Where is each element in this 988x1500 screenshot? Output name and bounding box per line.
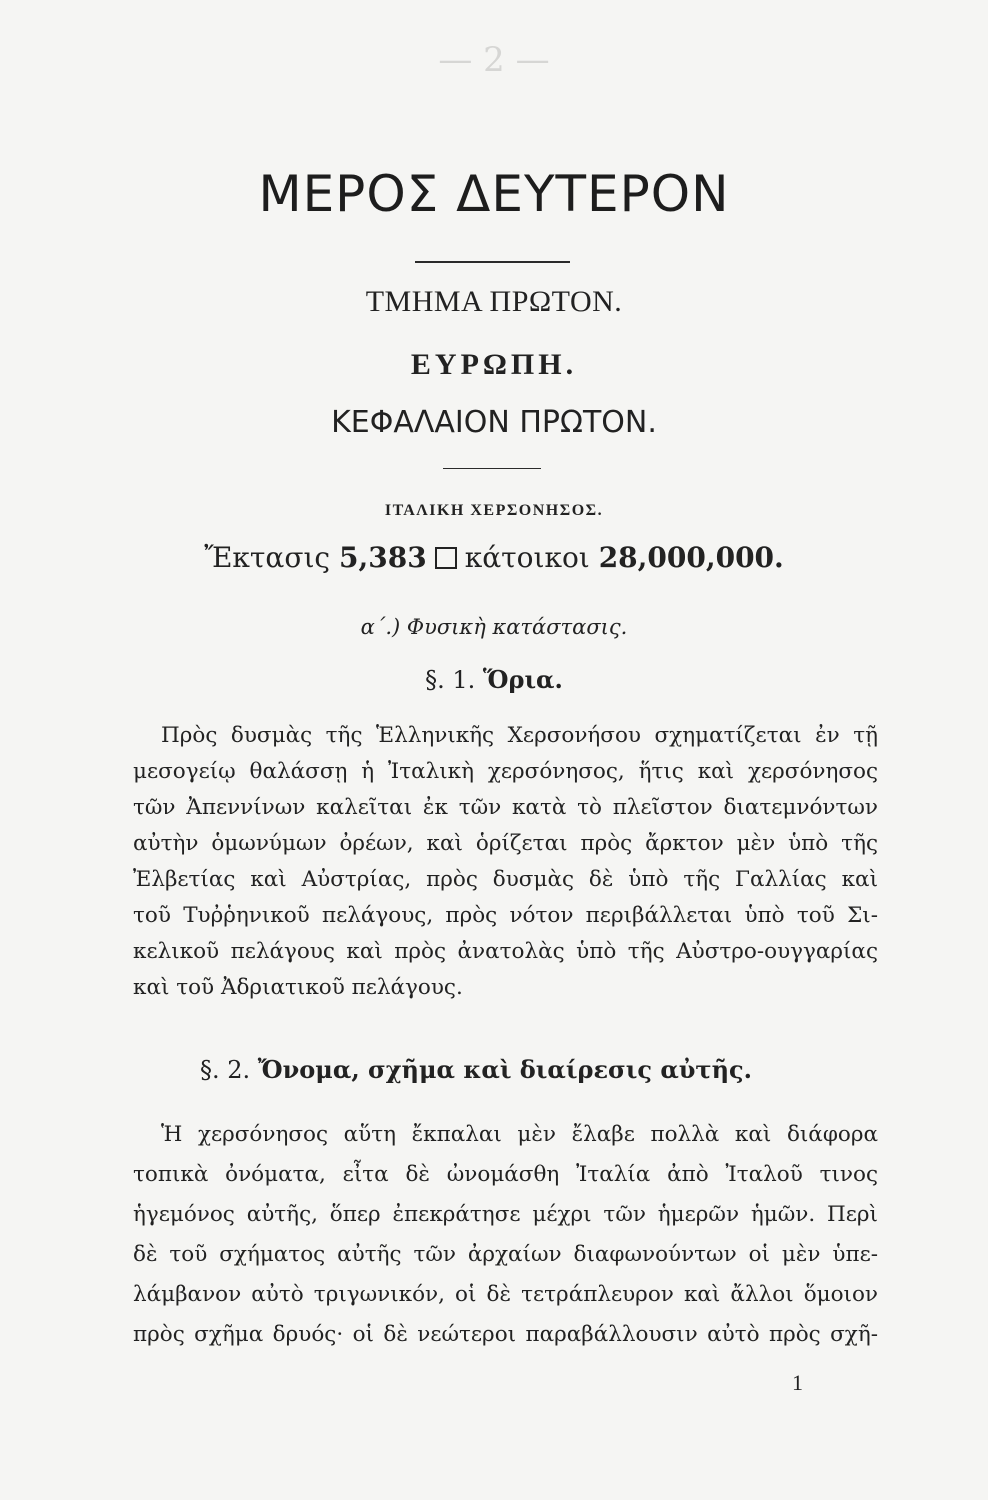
paragraph-2-number: §. 2. [200, 1056, 251, 1084]
text-line: λάμβανον αὐτὸ τριγωνικόν, οἱ δὲ τετράπλευρον καὶ ἄλλοι ὅμοιον [133, 1282, 878, 1307]
title-rule [415, 261, 570, 263]
paragraph-1-number: §. 1. [425, 666, 476, 694]
text-line: καὶ τοῦ Ἀδριατικοῦ πελάγους. [133, 975, 463, 1000]
text-line: ἡγεμόνος αὐτῆς, ὅπερ ἐπεκράτησε μέχρι τῶν ἡμερῶν ἡμῶν. Περὶ [133, 1202, 878, 1227]
section-title: ΤΜΗΜΑ ΠΡΩΤΟΝ. [365, 285, 623, 318]
topic-subtitle: ΙΤΑΛΙΚΗ ΧΕΡΣΟΝΗΣΟΣ. [384, 502, 604, 519]
stats-line [0, 541, 988, 574]
text-line: αὐτὴν ὁμωνύμων ὀρέων, καὶ ὁρίζεται πρὸς ἄρκτον μὲν ὑπὸ τῆς [133, 831, 878, 856]
bleed-through-header: — 2 — [438, 40, 550, 80]
paragraph-1-heading [0, 665, 988, 694]
text-line: κελικοῦ πελάγους καὶ πρὸς ἀνατολὰς ὑπὸ τῆς Αὐστρο-ουγγαρίας [133, 939, 878, 964]
text-line: τοπικὰ ὀνόματα, εἶτα δὲ ὠνομάσθη Ἰταλία ἀπὸ Ἰταλοῦ τινος [133, 1162, 878, 1187]
paragraph-2-title: Ὄνομα, σχῆμα καὶ διαίρεσις αὐτῆς. [257, 1055, 752, 1084]
text-line: δὲ τοῦ σχήματος αὐτῆς τῶν ἀρχαίων διαφωνούντων οἱ μὲν ὑπε- [133, 1242, 878, 1267]
paragraph-2-heading [200, 1055, 752, 1084]
chapter-rule [443, 468, 541, 469]
text-line: πρὸς σχῆμα δρυός· οἱ δὲ νεώτεροι παραβάλλουσιν αὐτὸ πρὸς σχῆ- [133, 1322, 878, 1347]
text-line: Ἡ χερσόνησος αὕτη ἔκπαλαι μὲν ἔλαβε πολλὰ καὶ διάφορα [161, 1122, 878, 1147]
part-title: ΜΕΡΟΣ ΔΕΥΤΕΡΟΝ [258, 165, 730, 223]
text-line: μεσογείῳ θαλάσσῃ ἡ Ἰταλικὴ χερσόνησος, ἥτις καὶ χερσόνησος [133, 759, 878, 784]
area-value: 5,383 [339, 541, 427, 574]
region-title: ΕΥΡΩΠΗ. [410, 348, 578, 381]
subheading: α΄.) Φυσικὴ κατάστασις. [360, 615, 628, 639]
page-number: 1 [792, 1370, 803, 1395]
text-line: Ἐλβετίας καὶ Αὐστρίας, πρὸς δυσμὰς δὲ ὑπὸ τῆς Γαλλίας καὶ [133, 867, 878, 892]
text-line: Πρὸς δυσμὰς τῆς Ἑλληνικῆς Χερσονήσου σχηματίζεται ἐν τῇ [161, 723, 878, 748]
text-line: τοῦ Τυῤῥηνικοῦ πελάγους, πρὸς νότον περιβάλλεται ὑπὸ τοῦ Σι- [133, 903, 878, 928]
population-label: κάτοικοι [464, 541, 590, 574]
text-line: τῶν Ἀπεννίνων καλεῖται ἐκ τῶν κατὰ τὸ πλεῖστον διατεμνόντων [133, 795, 878, 820]
paragraph-1-title: Ὅρια. [482, 665, 563, 694]
chapter-title: ΚΕΦΑΛΑΙΟΝ ΠΡΩΤΟΝ. [331, 405, 657, 440]
square-unit-icon [435, 547, 457, 569]
area-label: Ἔκτασις [204, 541, 331, 574]
population-value: 28,000,000. [598, 541, 784, 574]
